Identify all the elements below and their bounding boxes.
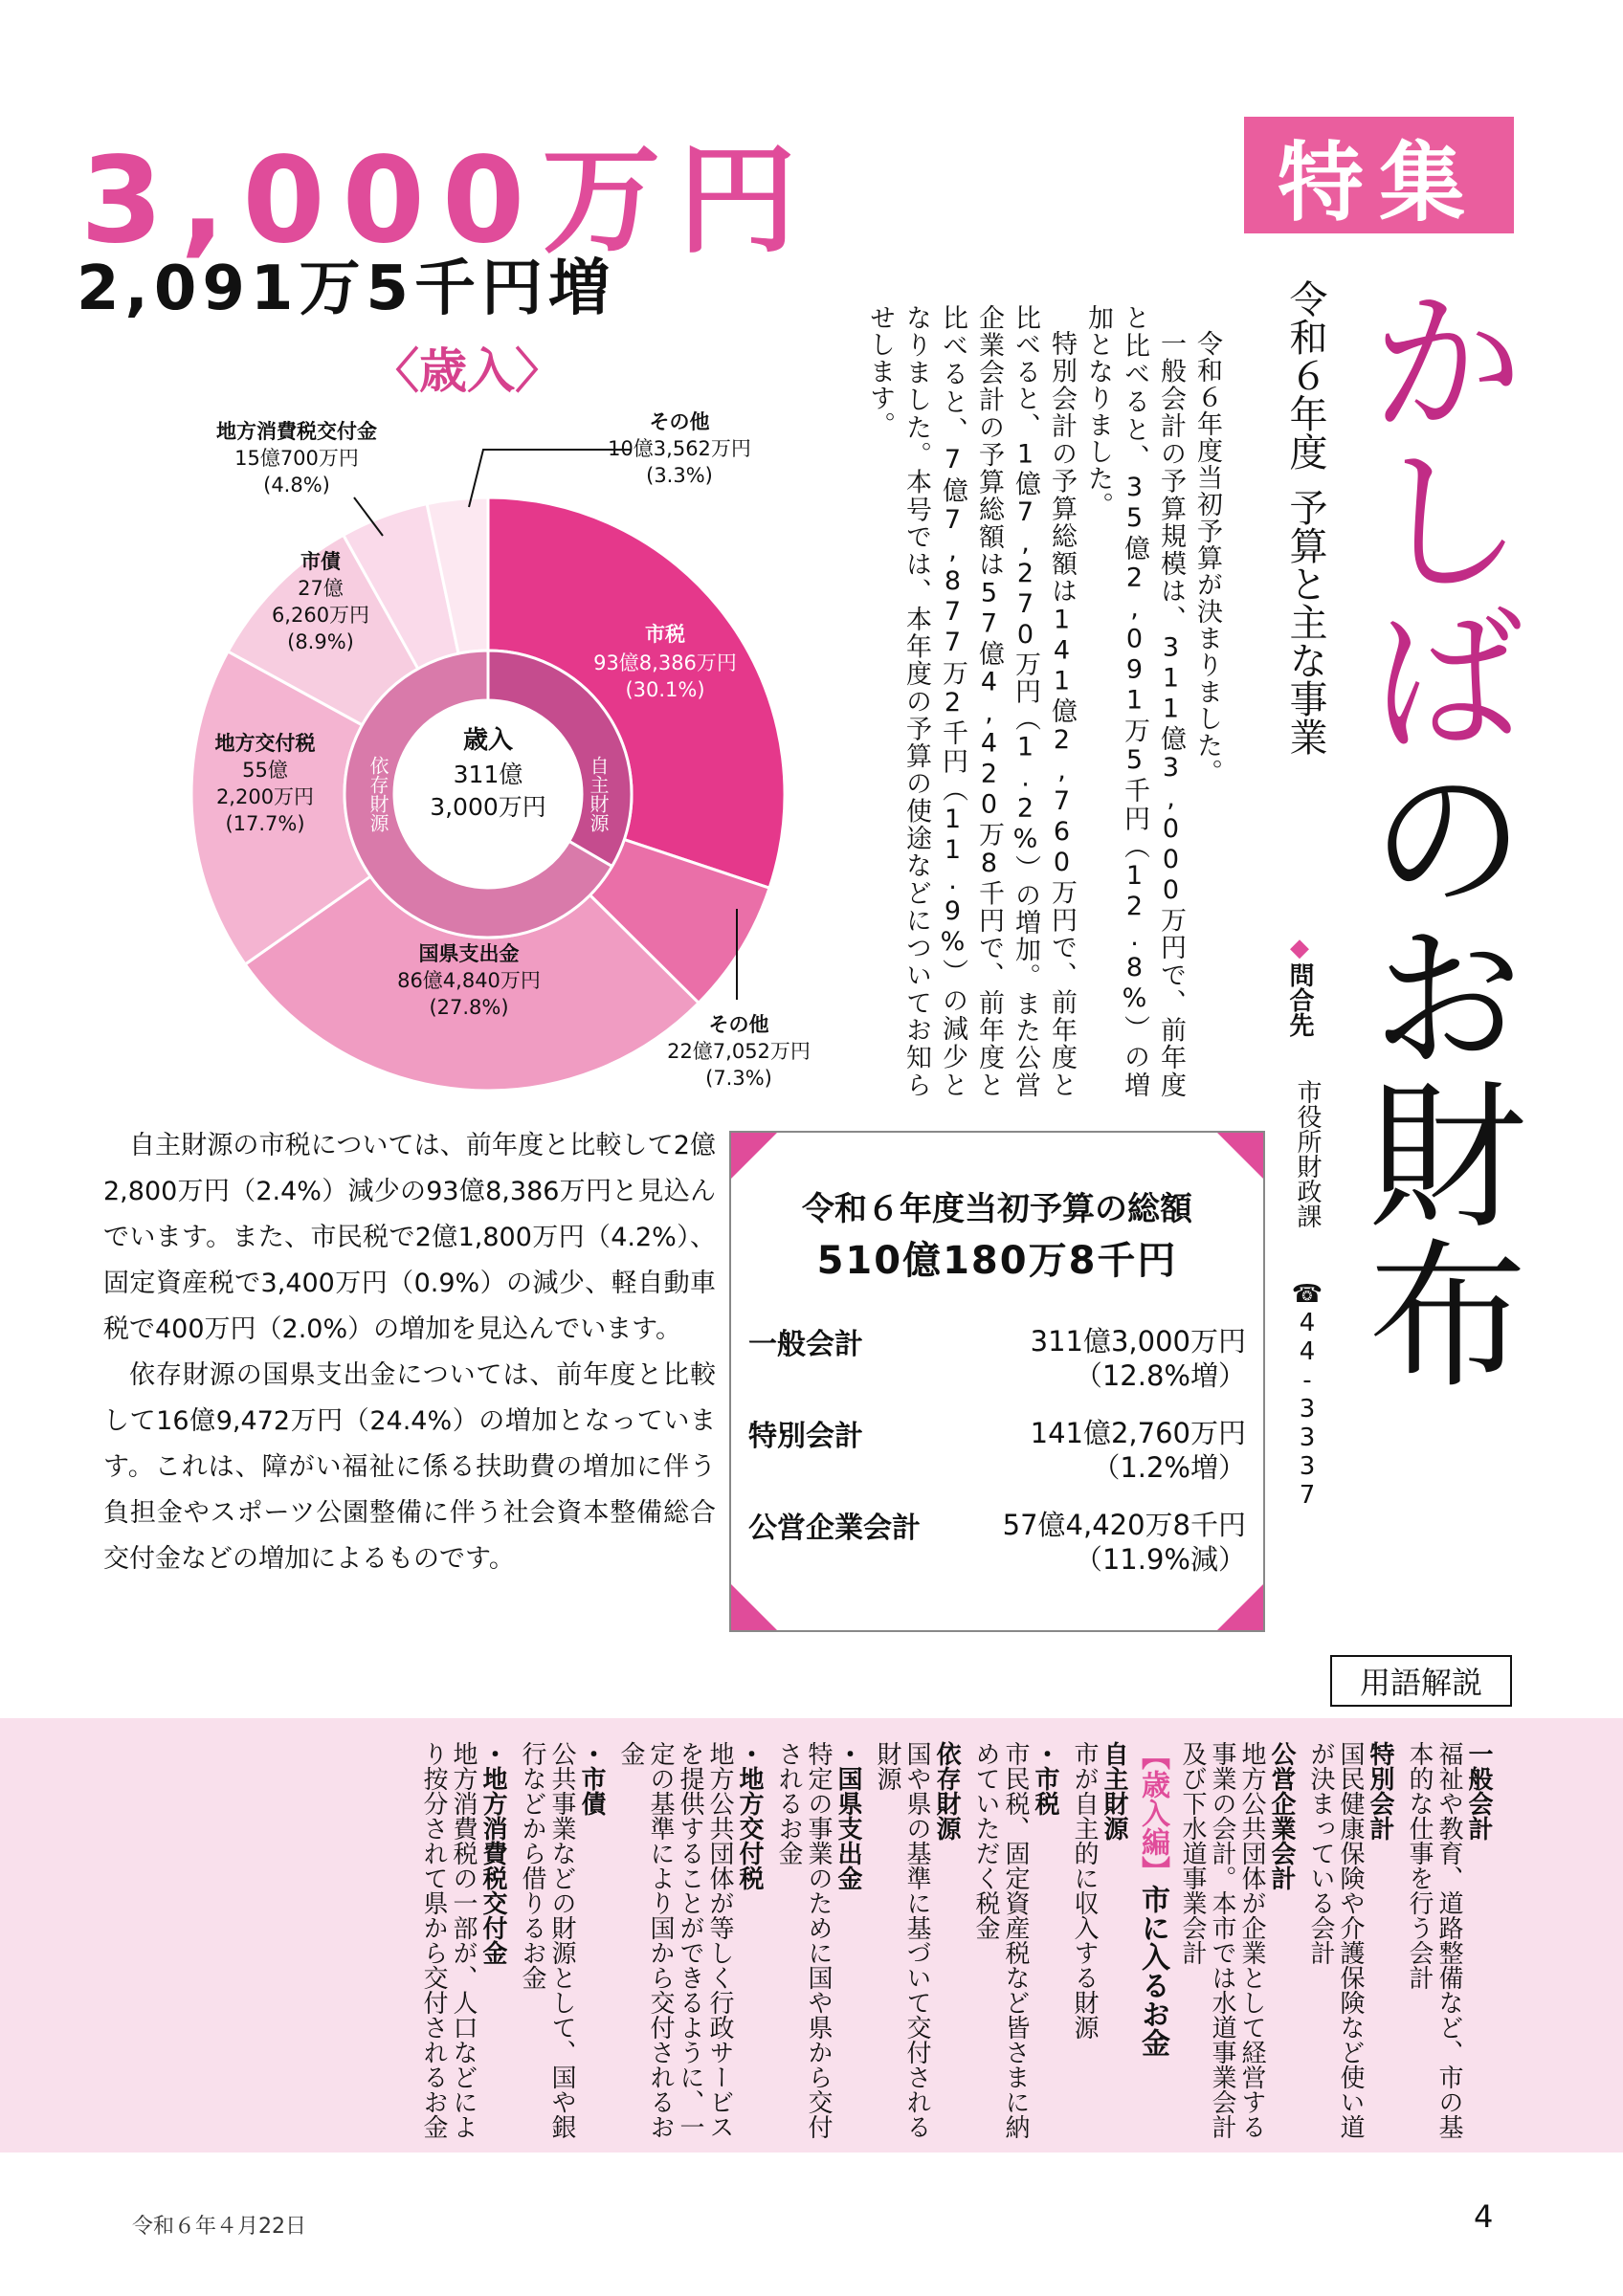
glossary-entry bbox=[1404, 1741, 1493, 2143]
corner-triangle bbox=[1217, 1133, 1263, 1179]
budget-total-box bbox=[729, 1131, 1265, 1632]
glossary-definition: 地方公共団体が等しく行政サービスを提供することができるように、一定の基準により国から交付されるお金 bbox=[616, 1741, 734, 2139]
intro-text bbox=[861, 304, 1225, 1098]
slice-label-amount: 86億4,840万円 bbox=[397, 969, 541, 992]
corner-triangle bbox=[731, 1584, 777, 1630]
headline-increase: 2,091万5千円増 bbox=[77, 254, 615, 324]
title-dark: のお財布 bbox=[1342, 756, 1526, 1391]
slice-label-name: 地方消費税交付金 bbox=[216, 420, 377, 443]
account-name: 公営企業会計 bbox=[748, 1512, 921, 1545]
body-text bbox=[103, 1123, 716, 1582]
glossary-definition: 特定の事業のために国や県から交付されるお金 bbox=[774, 1741, 833, 2139]
glossary-term: 依存財源 bbox=[932, 1741, 961, 1841]
account-change: （11.9%減） bbox=[1074, 1543, 1246, 1576]
contact-label bbox=[1284, 934, 1315, 1037]
inner-ring-label-dependent: 依存財源 bbox=[367, 756, 389, 832]
corner-triangle bbox=[731, 1133, 777, 1179]
contact-label-text: 問合先 bbox=[1285, 962, 1314, 1037]
subtitle-year: 令和６年度 bbox=[1283, 279, 1327, 471]
contact-phone: ☎44-3337 bbox=[1293, 1280, 1322, 1510]
account-amount: 311億3,000万円 bbox=[1030, 1325, 1246, 1358]
body-paragraph: 依存財源の国県支出金については、前年度と比較して16億9,472万円（24.4%）の増加となっています。これは、障がい福祉に係る扶助費の増加に伴う負担金やスポーツ公園整備に伴う社会資本整備総合交付金などの増加によるものです。 bbox=[103, 1360, 716, 1574]
account-change: （12.8%増） bbox=[1074, 1359, 1246, 1392]
glossary-definition: 地方公共団体が企業として経営する事業の会計。本市では水道事業会計及び下水道事業会計 bbox=[1178, 1741, 1266, 2139]
slice-label-percent: (4.8%) bbox=[263, 474, 330, 497]
slice-label-amount: 22億7,052万円 bbox=[667, 1040, 811, 1063]
pie-center-label: 歳入 bbox=[462, 726, 514, 755]
glossary-entry bbox=[418, 1741, 507, 2143]
glossary-entry bbox=[517, 1741, 606, 2143]
glossary-term: ・国県支出金 bbox=[834, 1741, 862, 1890]
intro-paragraph: 一般会計の予算規模は、311億3,000万円で、前年度と比べると、35億2,091万5千円（12.8%）の増加となりました。 bbox=[1083, 304, 1186, 1098]
glossary-entry bbox=[773, 1741, 862, 2143]
slice-label-name: 地方交付税 bbox=[214, 732, 316, 755]
page-number: 4 bbox=[1474, 2198, 1494, 2235]
headline-amount: 3,000万円 bbox=[80, 132, 814, 270]
slice-label-amount: 2,200万円 bbox=[215, 785, 315, 808]
glossary-entry bbox=[1069, 1741, 1128, 2143]
section-title: 市に入るお金 bbox=[1136, 1885, 1169, 2057]
slice-label-amount: 15億700万円 bbox=[234, 447, 359, 470]
slice-label-percent: (17.7%) bbox=[225, 812, 305, 835]
pie-center-value: 311億 bbox=[453, 761, 523, 788]
inner-ring-label-own: 自主財源 bbox=[587, 756, 610, 832]
intro-paragraph: 特別会計の予算総額は141億2,760万円で、前年度と比べると、1億7,270万円（1.2%）の増加。また公営企業会計の予算総額は57億4,420万8千円で、前年度と比べると、7億7,877万2千円（11.9%）の減少となりました。本号では、本年度の予算の使途などについてお知らせします。 bbox=[865, 304, 1077, 1098]
glossary-definition: 公共事業などの財源として、国や銀行などから借りるお金 bbox=[518, 1741, 576, 2139]
glossary-entry bbox=[970, 1741, 1059, 2143]
slice-label-amount: 27億 bbox=[298, 577, 344, 600]
slice-label-percent: (30.1%) bbox=[625, 678, 705, 701]
account-amount: 141億2,760万円 bbox=[1030, 1417, 1246, 1449]
intro-paragraph: 令和６年度当初予算が決まりました。 bbox=[1192, 330, 1222, 785]
slice-label-percent: (27.8%) bbox=[429, 996, 509, 1019]
account-name: 一般会計 bbox=[748, 1328, 863, 1361]
slice-label-name: 市税 bbox=[645, 623, 685, 646]
glossary-term: 自主財源 bbox=[1100, 1741, 1128, 1841]
slice-label-amount: 6,260万円 bbox=[271, 604, 370, 627]
glossary-definition: 市民税、固定資産税など皆さまに納めていただく税金 bbox=[971, 1741, 1030, 2139]
pie-center-value: 3,000万円 bbox=[430, 793, 546, 821]
diamond-icon: ◆ bbox=[1285, 934, 1314, 962]
glossary-definition: 国民健康保険や介護保険など使い道が決まっている会計 bbox=[1306, 1741, 1365, 2139]
glossary-section-heading bbox=[1138, 1741, 1167, 2143]
slice-label-amount: 10億3,562万円 bbox=[608, 437, 751, 460]
slice-label-name: その他 bbox=[708, 1013, 769, 1036]
glossary-definition: 地方消費税の一部が、人口などにより按分されて県から交付されるお金 bbox=[419, 1741, 478, 2139]
contact-department: 市役所財政課 bbox=[1293, 1079, 1322, 1228]
total-title: 令和６年度当初予算の総額 bbox=[802, 1190, 1192, 1228]
section-bracket: 【歳入編】 bbox=[1136, 1741, 1169, 1885]
glossary-term: 特別会計 bbox=[1366, 1741, 1394, 1841]
glossary-entry bbox=[872, 1741, 961, 2143]
footer-date: 令和６年４月22日 bbox=[132, 2215, 306, 2239]
glossary-term: ・地方消費税交付金 bbox=[478, 1741, 507, 1965]
glossary-definition: 国や県の基準に基づいて交付される財源 bbox=[873, 1741, 931, 2139]
revenue-heading: 〈歳入〉 bbox=[371, 343, 563, 399]
slice-label-name: その他 bbox=[649, 410, 710, 433]
slice-label-percent: (8.9%) bbox=[287, 630, 354, 653]
glossary-label: 用語解説 bbox=[1330, 1655, 1512, 1707]
slice-label-percent: (7.3%) bbox=[705, 1067, 772, 1090]
glossary-definition: 市が自主的に収入する財源 bbox=[1070, 1741, 1099, 2040]
glossary-term: ・市税 bbox=[1031, 1741, 1059, 1816]
corner-triangle bbox=[1217, 1584, 1263, 1630]
revenue-pie-chart bbox=[153, 402, 842, 1110]
total-amount: 510億180万8千円 bbox=[816, 1239, 1178, 1283]
glossary-entry bbox=[1305, 1741, 1394, 2143]
slice-label-amount: 93億8,386万円 bbox=[593, 651, 737, 674]
account-amount: 57億4,420万8千円 bbox=[1002, 1509, 1246, 1541]
glossary-content bbox=[144, 1741, 1493, 2143]
account-name: 特別会計 bbox=[748, 1420, 863, 1453]
glossary-entry bbox=[1177, 1741, 1296, 2143]
slice-label-amount: 55億 bbox=[242, 759, 288, 782]
slice-label-name: 国県支出金 bbox=[418, 942, 520, 965]
subtitle-main: 予算と主な事業 bbox=[1283, 488, 1327, 756]
glossary-entry bbox=[615, 1741, 764, 2143]
slice-label-percent: (3.3%) bbox=[646, 464, 713, 487]
glossary-term: ・地方交付税 bbox=[735, 1741, 764, 1890]
title-pink: かしば bbox=[1342, 279, 1526, 756]
glossary-definition: 福祉や教育、道路整備など、市の基本的な仕事を行う会計 bbox=[1405, 1741, 1463, 2139]
page-title bbox=[1342, 279, 1526, 1391]
account-change: （1.2%増） bbox=[1092, 1451, 1246, 1484]
glossary-term: 一般会計 bbox=[1464, 1741, 1493, 1841]
glossary-term: ・市債 bbox=[577, 1741, 606, 1816]
feature-badge: 特集 bbox=[1244, 117, 1514, 233]
slice-label-name: 市債 bbox=[300, 550, 341, 573]
glossary-term: 公営企業会計 bbox=[1267, 1741, 1296, 1890]
body-paragraph: 自主財源の市税については、前年度と比較して2億2,800万円（2.4%）減少の93億8,386万円と見込んでいます。また、市民税で2億1,800万円（4.2%）、固定資産税で3,400万円（0.9%）の減少、軽自動車税で400万円（2.0%）の増加を見込んでいます。 bbox=[103, 1131, 716, 1344]
